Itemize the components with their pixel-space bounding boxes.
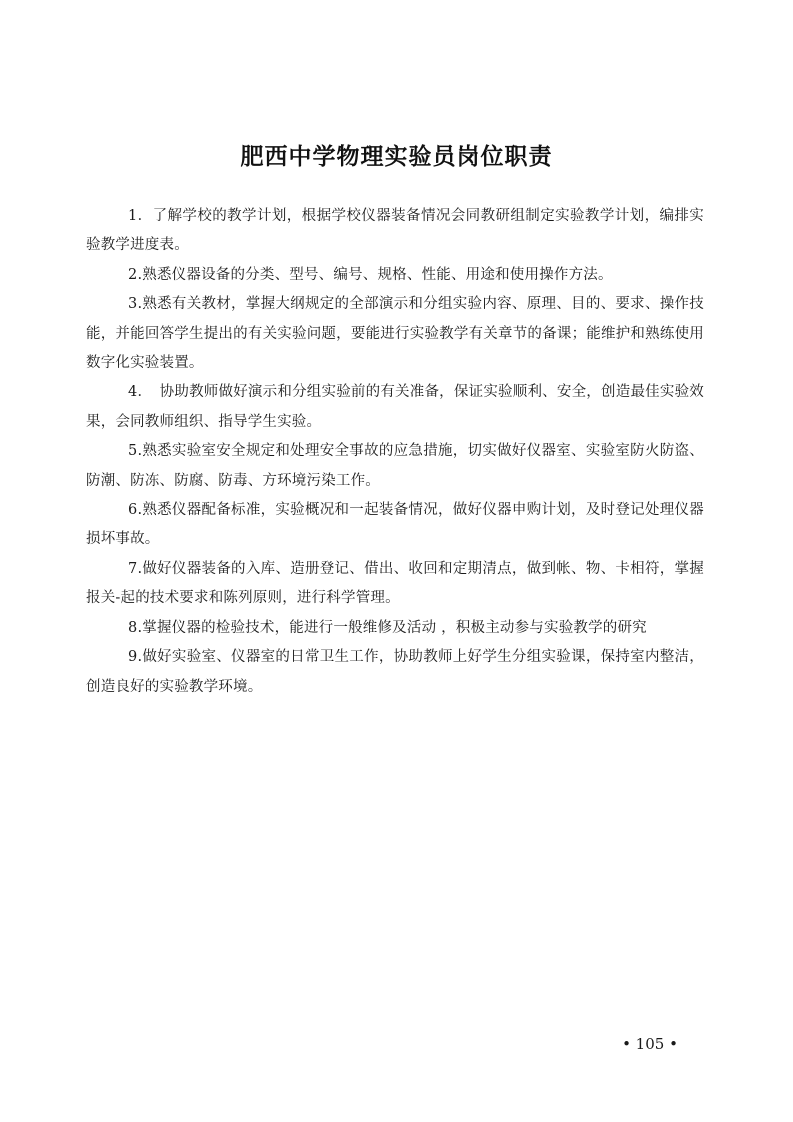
duty-item-2: 2.熟悉仪器设备的分类、型号、编号、规格、性能、用途和使用操作方法。 — [128, 266, 613, 283]
duty-item-5: 5.熟悉实验室安全规定和处理安全事故的应急措施，切实做好仪器室、实验室防火防盗、防潮、防冻、防腐、防毒、方环境污染工作。 — [86, 443, 704, 489]
duty-item-6: 6.熟悉仪器配备标准，实验概况和一起装备情况，做好仪器申购计划，及时登记处理仪器损坏事故。 — [86, 502, 704, 548]
duties-list — [86, 202, 704, 702]
page-title: 肥西中学物理实验员岗位职责 — [240, 144, 553, 170]
duty-item-1: 1．了解学校的教学计划，根据学校仪器装备情况会同教研组制定实验教学计划，编排实验教学进度表。 — [86, 208, 704, 254]
duty-item-7: 7.做好仪器装备的入库、造册登记、借出、收回和定期清点，做到帐、物、卡相符，掌握报关-起的技术要求和陈列原则，进行科学管理。 — [86, 560, 704, 607]
duty-item-4: 4． 协助教师做好演示和分组实验前的有关准备，保证实验顺利、安全，创造最佳实验效果，会同教师组织、指导学生实验。 — [86, 384, 704, 430]
page-number: • 105 • — [622, 1035, 678, 1053]
duty-item-3: 3.熟悉有关教材，掌握大纲规定的全部演示和分组实验内容、原理、目的、要求、操作技能，并能回答学生提出的有关实验问题，要能进行实验教学有关章节的备课；能维护和熟练使用数字化实验装置。 — [86, 296, 704, 372]
duty-item-9: 9.做好实验室、仪器室的日常卫生工作，协助教师上好学生分组实验课，保持室内整洁，创造良好的实验教学环境。 — [86, 649, 704, 695]
duty-item-8: 8.掌握仪器的检验技术，能进行一般维修及活动 ，积极主动参与实验教学的研究 — [128, 619, 647, 636]
